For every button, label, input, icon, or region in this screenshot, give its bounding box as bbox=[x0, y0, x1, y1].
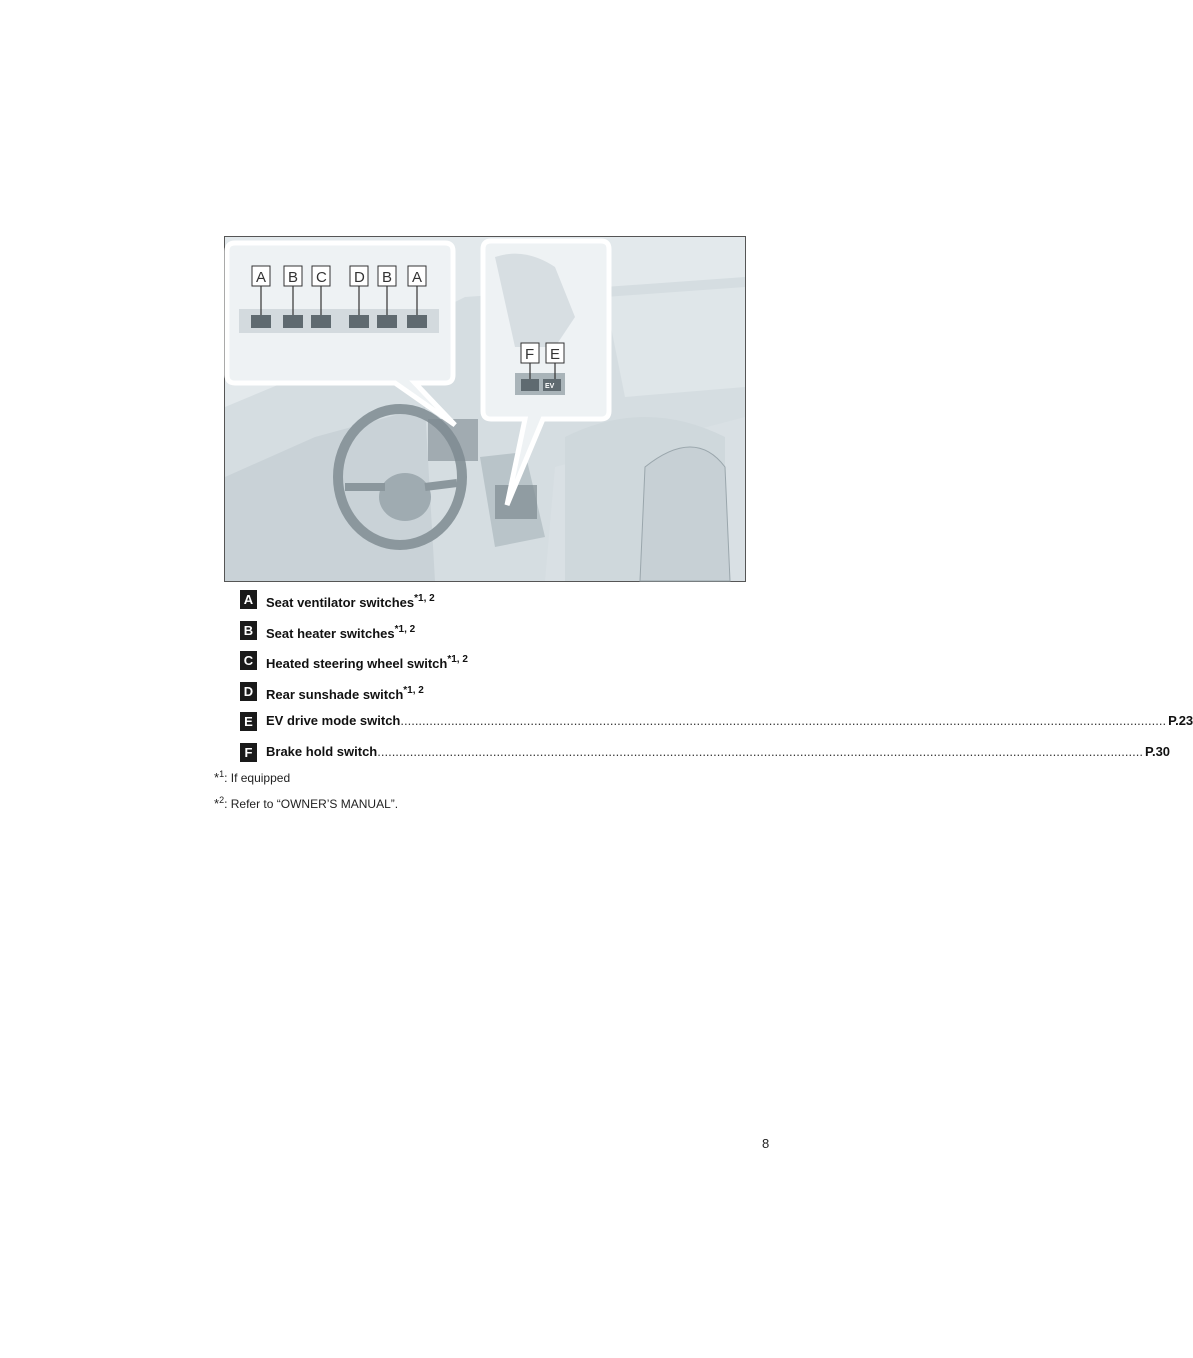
legend-badge: B bbox=[240, 621, 257, 640]
legend-list bbox=[240, 588, 1193, 772]
legend-badge: D bbox=[240, 682, 257, 701]
legend-badge: F bbox=[240, 743, 257, 762]
leader-dots bbox=[377, 741, 1143, 763]
legend-text: Rear sunshade switch$^{*1, 2}$ bbox=[266, 684, 424, 702]
page-number: 8 bbox=[762, 1136, 770, 1151]
legend-badge: A bbox=[240, 590, 257, 609]
callout-right-1: E bbox=[550, 346, 561, 363]
callout-left-5: A bbox=[412, 269, 423, 286]
callout-left-0: A bbox=[256, 269, 267, 286]
footnote: *$^2$: Refer to “OWNER’S MANUAL”. bbox=[214, 795, 399, 811]
legend-item bbox=[240, 680, 730, 711]
legend-item bbox=[240, 649, 730, 680]
callout-left-4: B bbox=[382, 269, 393, 286]
legend-item bbox=[240, 619, 730, 650]
callout-left-2: C bbox=[316, 269, 327, 286]
callout-left-3: D bbox=[354, 269, 365, 286]
page-reference-link[interactable]: P.23 bbox=[1168, 713, 1193, 729]
legend-badge: C bbox=[240, 651, 257, 670]
leader-dots bbox=[400, 710, 1166, 732]
legend-item bbox=[240, 710, 1193, 741]
legend-text: EV drive mode switch ..... P.23 bbox=[266, 710, 1193, 732]
legend-item bbox=[240, 588, 730, 619]
callout-right-0: F bbox=[525, 346, 535, 363]
legend-badge: E bbox=[240, 712, 257, 731]
page-reference-link[interactable]: P.30 bbox=[1144, 743, 1171, 759]
callout-left-1: B bbox=[288, 269, 299, 286]
legend-text: Heated steering wheel switch$^{*1, 2}$ bbox=[266, 654, 468, 672]
ev-button-label: EV bbox=[545, 383, 555, 390]
legend-text: Seat heater switches$^{*1, 2}$ bbox=[266, 623, 416, 641]
legend-text: Brake hold switch ..... P.30 bbox=[266, 741, 1170, 763]
interior-illustration bbox=[224, 236, 746, 582]
footnote: *$^1$: If equipped bbox=[214, 769, 291, 785]
footnotes bbox=[214, 764, 398, 816]
legend-text: Seat ventilator switches$^{*1, 2}$ bbox=[266, 593, 435, 610]
interior-drawing bbox=[225, 237, 745, 581]
